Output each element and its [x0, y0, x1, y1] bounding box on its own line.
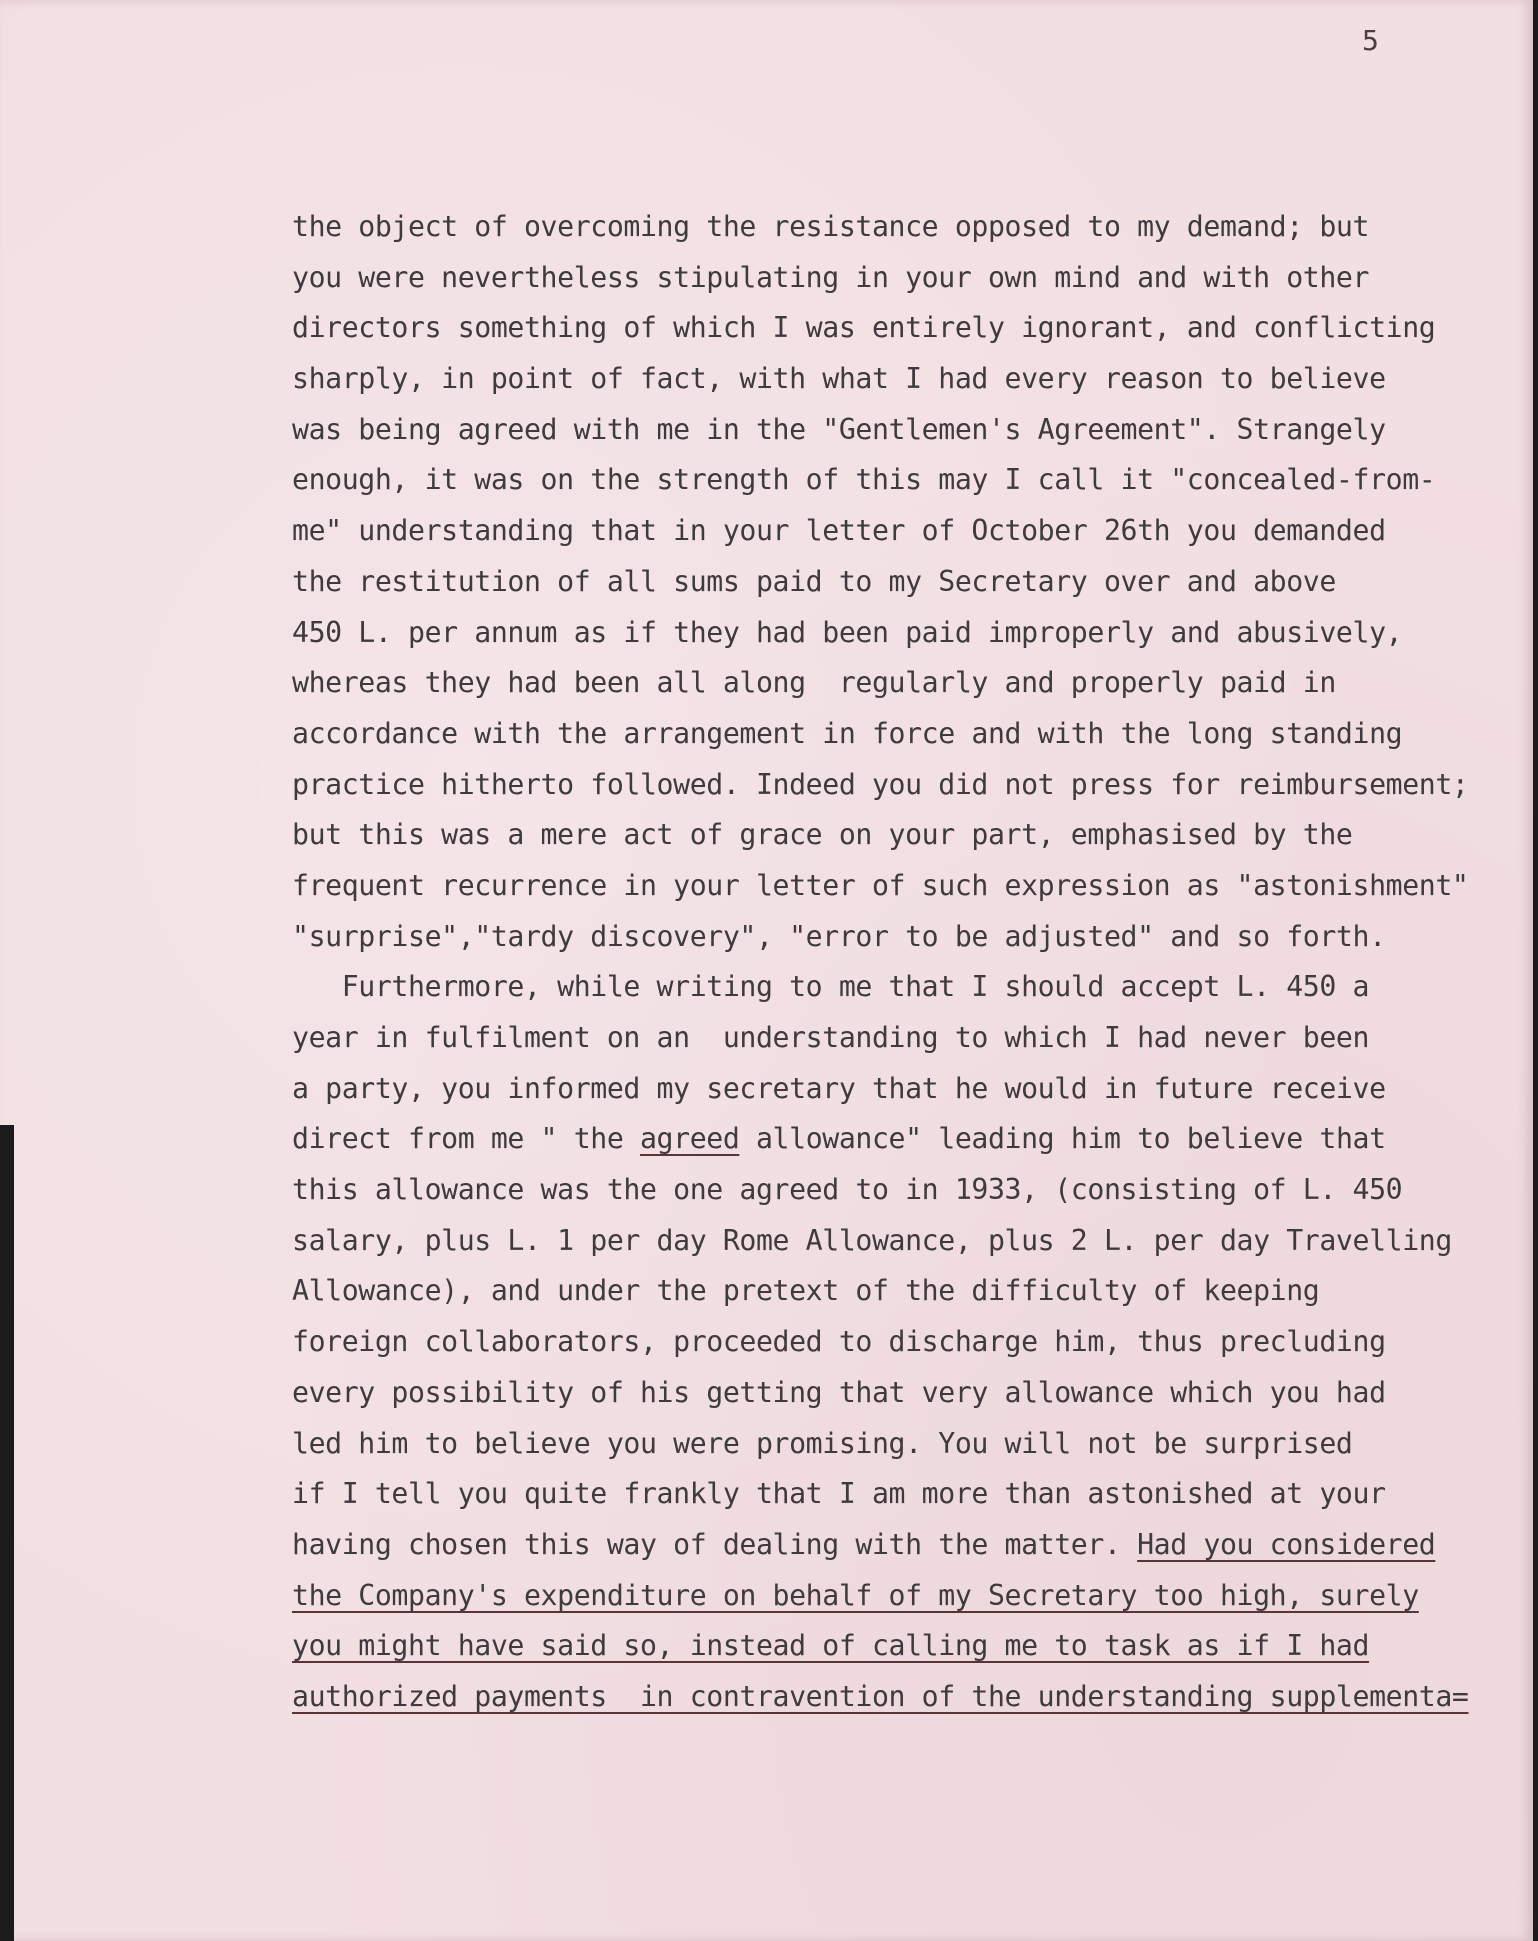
text-line: enough, it was on the strength of this may I call it "concealed-from- [292, 463, 1436, 497]
page-number: 5 [1362, 24, 1379, 57]
text-line: whereas they had been all along regularly and properly paid in [292, 666, 1336, 700]
underlined-line: the Company's expenditure on behalf of my Secretary too high, surely [292, 1578, 1419, 1612]
letter-body [292, 202, 1532, 1723]
text-line: foreign collaborators, proceeded to discharge him, thus precluding [292, 1325, 1386, 1359]
text-line: "surprise","tardy discovery", "error to be adjusted" and so forth. [292, 919, 1386, 953]
text-line: you were nevertheless stipulating in your own mind and with other [292, 260, 1370, 294]
text-line: practice hitherto followed. Indeed you did not press for reimbursement; [292, 767, 1469, 801]
text-line: year in fulfilment on an understanding to which I had never been [292, 1021, 1370, 1054]
text-segment: direct from me " the [292, 1122, 640, 1156]
text-line: 450 L. per annum as if they had been paid improperly and abusively, [292, 615, 1403, 649]
underlined-phrase: Had you considered [1137, 1527, 1436, 1561]
underlined-line: you might have said so, instead of calling me to task as if I had [292, 1629, 1370, 1663]
text-line: accordance with the arrangement in force and with the long standing [292, 716, 1403, 750]
text-line: was being agreed with me in the "Gentlemen's Agreement". Strangely [292, 412, 1386, 446]
text-line: if I tell you quite frankly that I am more than astonished at your [292, 1477, 1386, 1511]
text-line: but this was a mere act of grace on your part, emphasised by the [292, 818, 1353, 852]
scan-edge-shadow [0, 1125, 14, 1941]
text-line: every possibility of his getting that very allowance which you had [292, 1375, 1386, 1409]
text-line: salary, plus L. 1 per day Rome Allowance, plus 2 L. per day Travelling [292, 1223, 1452, 1257]
text-line: Allowance), and under the pretext of the difficulty of keeping [292, 1274, 1320, 1308]
text-line: led him to believe you were promising. You will not be surprised [292, 1426, 1353, 1460]
underlined-word: agreed [639, 1122, 740, 1156]
text-segment: having chosen this way of dealing with the matter. [292, 1527, 1138, 1561]
text-line: sharply, in point of fact, with what I had every reason to believe [292, 362, 1386, 396]
text-line: this allowance was the one agreed to in 1933, (consisting of L. 450 [292, 1173, 1403, 1207]
text-line: the object of overcoming the resistance opposed to my demand; but [292, 210, 1370, 243]
paragraph-start-line: Furthermore, while writing to me that I should accept L. 450 a [292, 970, 1370, 1004]
text-line: frequent recurrence in your letter of such expression as "astonishment" [292, 868, 1469, 902]
text-line: a party, you informed my secretary that he would in future receive [292, 1071, 1386, 1105]
text-line: the restitution of all sums paid to my Secretary over and above [292, 564, 1336, 598]
text-line [292, 1114, 1532, 1165]
text-line: me" understanding that in your letter of October 26th you demanded [292, 514, 1386, 548]
text-line: directors something of which I was entirely ignorant, and conflicting [292, 311, 1436, 345]
text-segment: allowance" leading him to believe that [739, 1122, 1386, 1156]
text-line [292, 1520, 1532, 1571]
underlined-line: authorized payments in contravention of the understanding supplementa= [292, 1679, 1469, 1713]
